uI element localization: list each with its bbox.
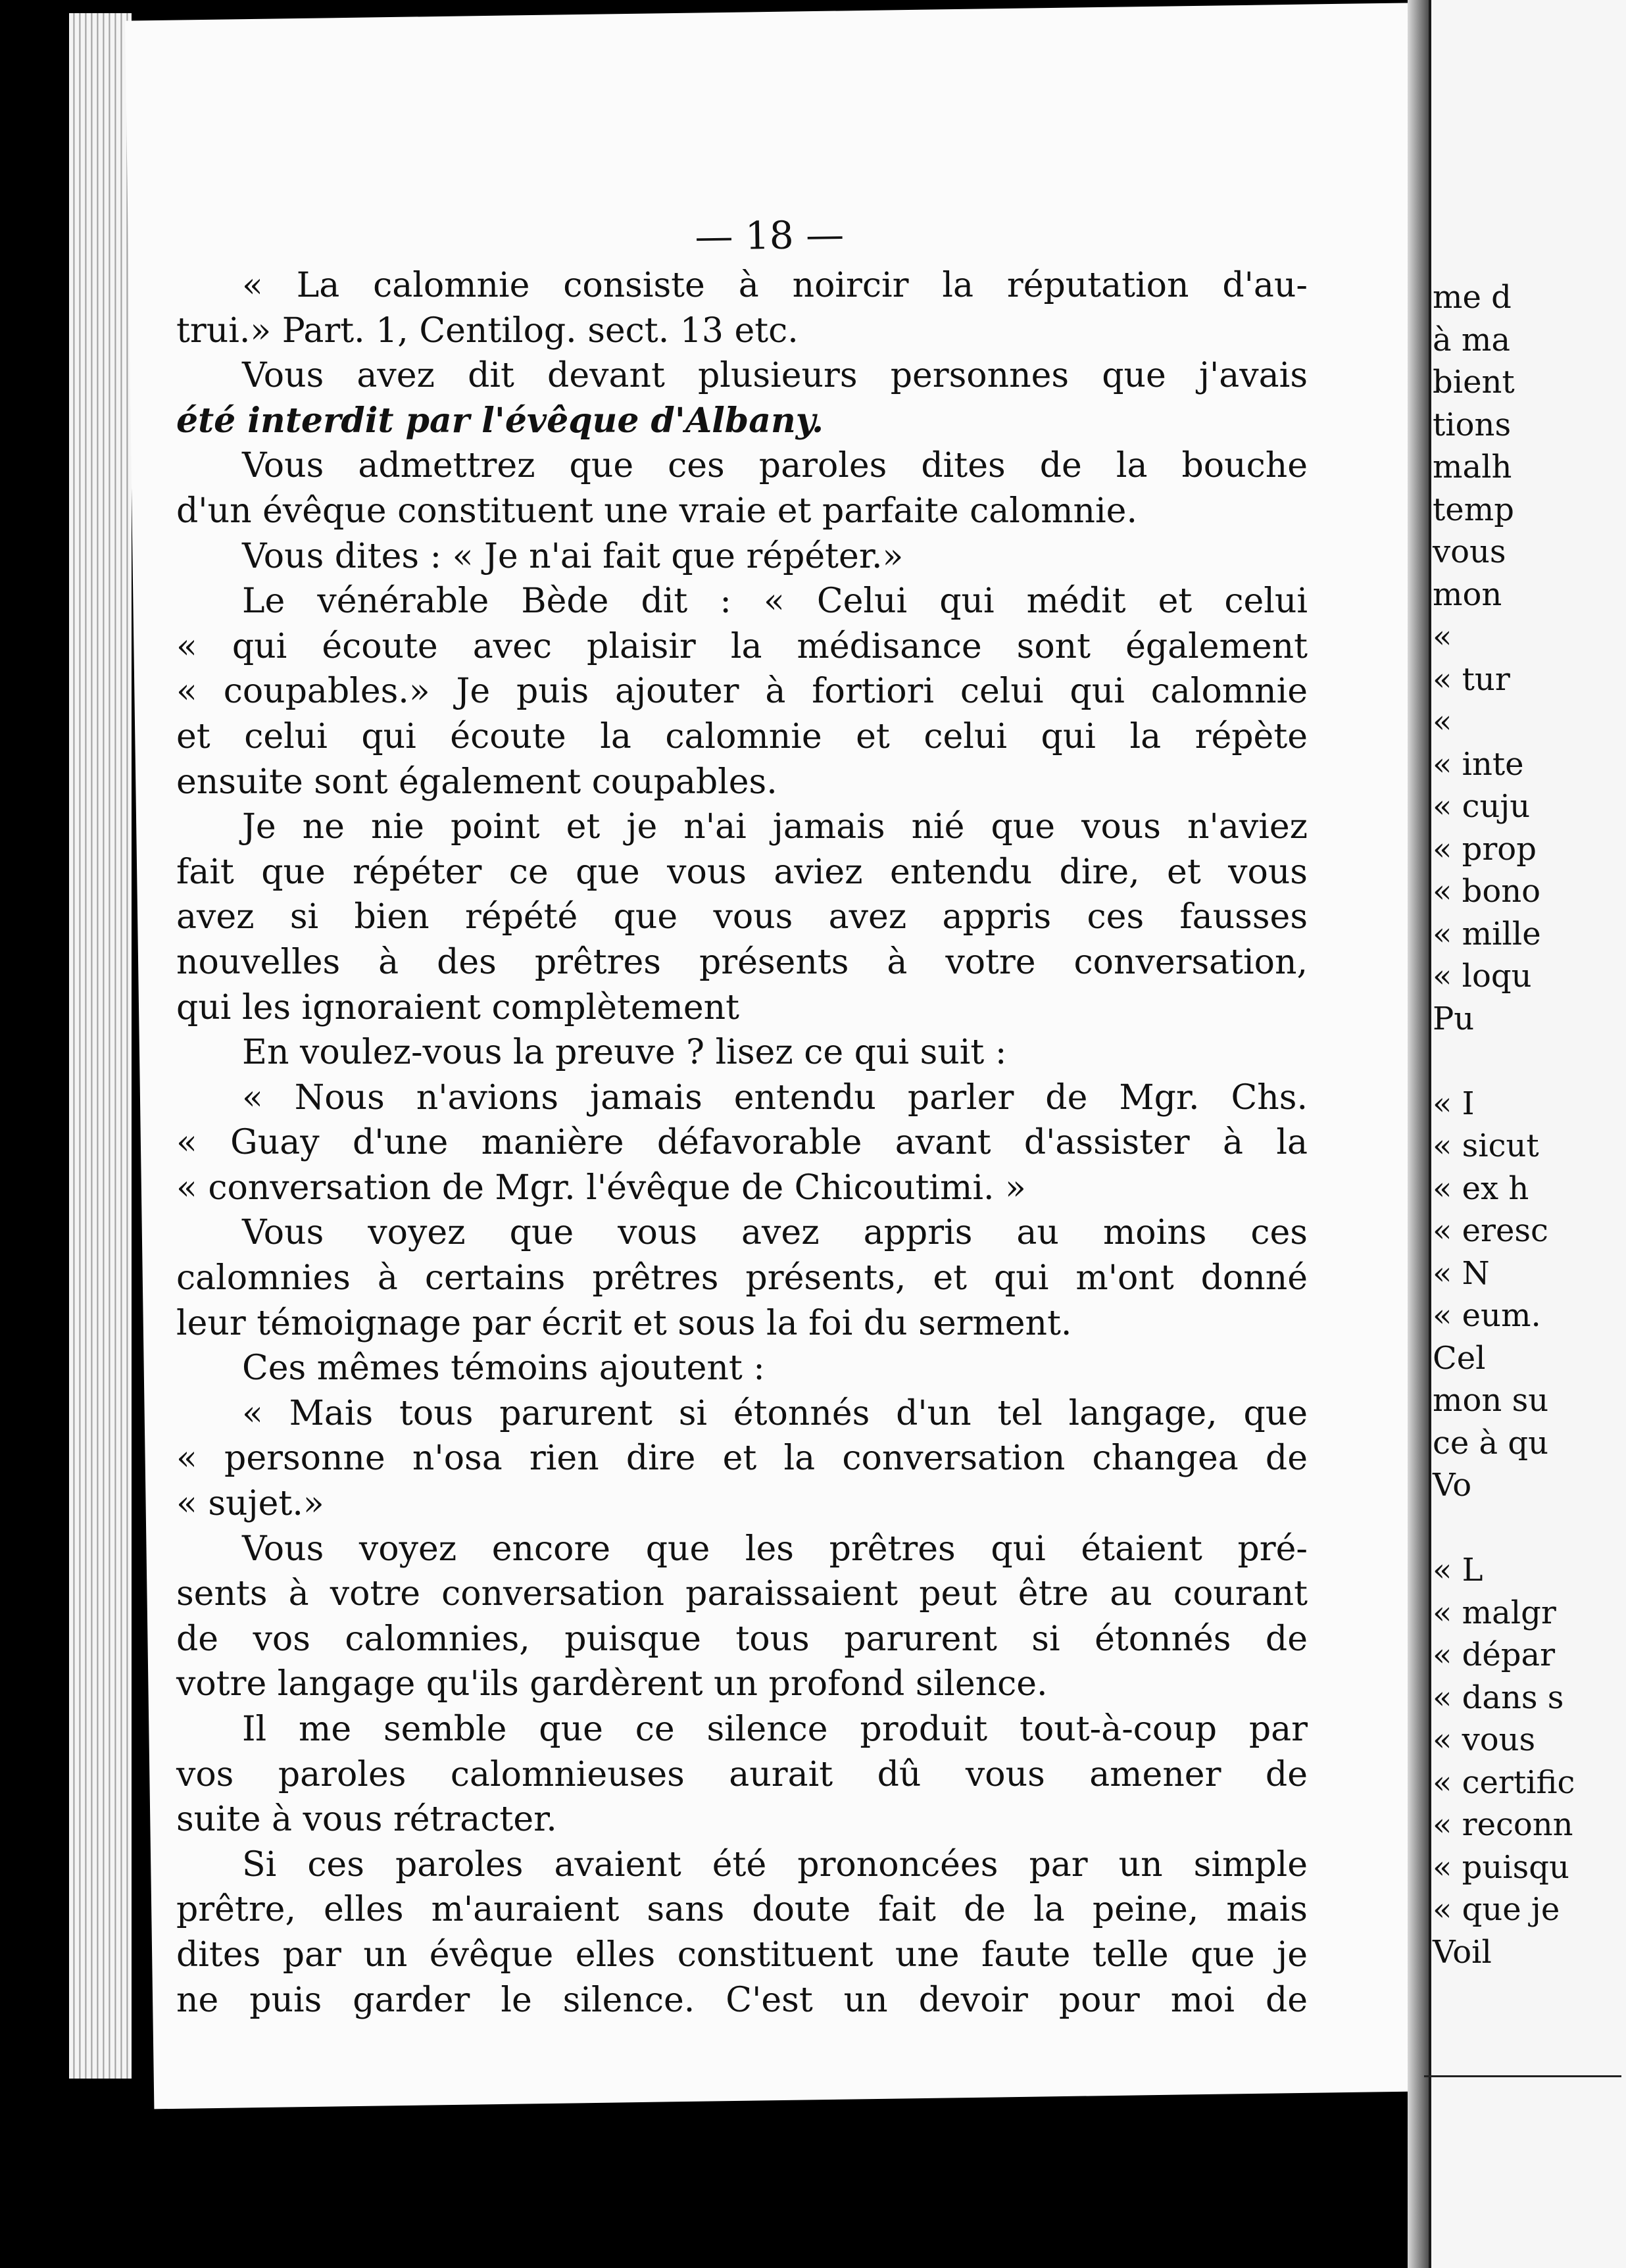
text-line: Vous dites : « Je n'ai fait que répéter.» (242, 536, 904, 576)
text-line: « personne n'osa rien dire et la conversation changea de (176, 1439, 1308, 1479)
right-text-fragment: « certific (1433, 1763, 1575, 1801)
right-text-fragment: vous (1433, 533, 1506, 570)
text-line: Ces mêmes témoins ajoutent : (242, 1348, 765, 1389)
right-text-fragment: « (1433, 618, 1452, 655)
text-line: d'un évêque constituent une vraie et parfaite calomnie. (176, 491, 1137, 531)
right-text-fragment: à ma (1433, 321, 1511, 358)
text-line: « Guay d'une manière défavorable avant d'assister à la (176, 1123, 1308, 1163)
right-text-fragment (1433, 1507, 1575, 1550)
text-line: « coupables.» Je puis ajouter à fortiori celui qui calomnie (176, 672, 1308, 712)
right-text-fragment: Voil (1433, 1933, 1492, 1971)
text-line: Vous voyez encore que les prêtres qui étaient pré- (242, 1529, 1308, 1569)
text-line: Il me semble que ce silence produit tout-à-coup par (242, 1710, 1308, 1749)
right-text-fragment: « sicut (1433, 1127, 1539, 1164)
right-text-fragment: temp (1433, 491, 1514, 528)
right-text-fragment: « inte (1433, 745, 1524, 783)
body-text (176, 263, 1308, 2023)
text-line: ensuite sont également coupables. (176, 762, 777, 802)
right-text-fragment: « eum. (1433, 1297, 1541, 1334)
right-page-text-fragments (1433, 276, 1575, 1973)
text-line: « Mais tous parurent si étonnés d'un tel langage, que (242, 1393, 1308, 1433)
text-line: fait que répéter ce que vous aviez entendu dire, et vous (176, 852, 1308, 892)
right-text-fragment: mon (1433, 576, 1502, 613)
right-text-fragment: Vo (1433, 1467, 1472, 1504)
page-number: — 18 — (694, 212, 845, 259)
text-line: sents à votre conversation paraissaient peut être au courant (176, 1574, 1308, 1614)
right-text-fragment: me d (1433, 279, 1512, 316)
right-text-fragment: « tur (1433, 660, 1510, 698)
book-page-edges (69, 13, 132, 2079)
text-line: En voulez-vous la preuve ? lisez ce qui suit : (242, 1033, 1007, 1073)
text-line: « Nous n'avions jamais entendu parler de Mgr. Chs. (242, 1077, 1308, 1118)
right-text-fragment (1433, 1040, 1575, 1083)
text-line: calomnies à certains prêtres présents, et qui m'ont donné (176, 1258, 1308, 1298)
right-text-fragment: bient (1433, 364, 1515, 401)
text-line: trui.» Part. 1, Centilog. sect. 13 etc. (176, 310, 799, 351)
right-text-fragment: tions (1433, 406, 1512, 443)
text-line: prêtre, elles m'auraient sans doute fait de la peine, mais (176, 1890, 1308, 1930)
right-text-fragment: « (1433, 703, 1452, 740)
right-text-fragment: « N (1433, 1254, 1490, 1292)
text-line: « conversation de Mgr. l'évêque de Chicoutimi. » (176, 1168, 1026, 1208)
decorative-rule (1424, 2056, 1621, 2077)
right-text-fragment: « eresc (1433, 1212, 1548, 1249)
right-text-fragment: Cel (1433, 1339, 1486, 1377)
right-text-fragment: Pu (1433, 1000, 1475, 1037)
right-text-fragment: mon su (1433, 1382, 1549, 1419)
text-line: Le vénérable Bède dit : « Celui qui médit et celui (242, 581, 1308, 622)
text-line: Vous avez dit devant plusieurs personnes que j'avais (242, 356, 1308, 396)
text-line: Je ne nie point et je n'ai jamais nié que vous n'aviez (242, 807, 1308, 847)
text-line: « qui écoute avec plaisir la médisance sont également (176, 626, 1308, 666)
right-text-fragment: « bono (1433, 873, 1541, 910)
text-line: Vous voyez que vous avez appris au moins ces (242, 1213, 1308, 1253)
right-text-fragment: « mille (1433, 915, 1541, 952)
text-line: de vos calomnies, puisque tous parurent si étonnés de (176, 1619, 1308, 1659)
right-text-fragment: « puisqu (1433, 1848, 1569, 1886)
text-line: leur témoignage par écrit et sous la foi du serment. (176, 1303, 1072, 1343)
text-line: et celui qui écoute la calomnie et celui qui la répète (176, 716, 1308, 756)
right-text-fragment: « I (1433, 1085, 1475, 1122)
right-text-fragment: « ex h (1433, 1170, 1529, 1207)
text-line: Vous admettrez que ces paroles dites de la bouche (242, 446, 1308, 486)
right-text-fragment: malh (1433, 449, 1512, 485)
right-text-fragment: « loqu (1433, 958, 1532, 995)
right-text-fragment: « L (1433, 1552, 1483, 1589)
right-text-fragment: « que je (1433, 1891, 1560, 1928)
right-text-fragment: « vous (1433, 1721, 1536, 1758)
right-text-fragment: « prop (1433, 830, 1537, 868)
right-text-fragment: « dans s (1433, 1679, 1564, 1716)
text-line: dites par un évêque elles constituent une faute telle que je (176, 1935, 1308, 1975)
text-line: ne puis garder le silence. C'est un devoir pour moi de (176, 1980, 1308, 2020)
right-text-fragment: ce à qu (1433, 1424, 1549, 1462)
text-line: votre langage qu'ils gardèrent un profond silence. (176, 1664, 1048, 1704)
right-text-fragment: « dépar (1433, 1637, 1556, 1673)
text-line: avez si bien répété que vous avez appris ces fausses (176, 897, 1308, 937)
right-text-fragment: « reconn (1433, 1806, 1573, 1843)
text-line: suite à vous rétracter. (176, 1800, 557, 1840)
text-line: été interdit par l'évêque d'Albany. (176, 400, 824, 441)
text-line: vos paroles calomnieuses aurait dû vous amener de (176, 1754, 1308, 1794)
text-line: « sujet.» (176, 1484, 324, 1524)
text-line: nouvelles à des prêtres présents à votre conversation, (176, 942, 1308, 982)
right-text-fragment: « cuju (1433, 788, 1531, 825)
right-text-fragment: « malgr (1433, 1594, 1556, 1631)
text-line: « La calomnie consiste à noircir la réputation d'au- (242, 266, 1308, 305)
text-line: Si ces paroles avaient été prononcées par un simple (242, 1844, 1308, 1885)
text-line: qui les ignoraient complètement (176, 987, 740, 1027)
